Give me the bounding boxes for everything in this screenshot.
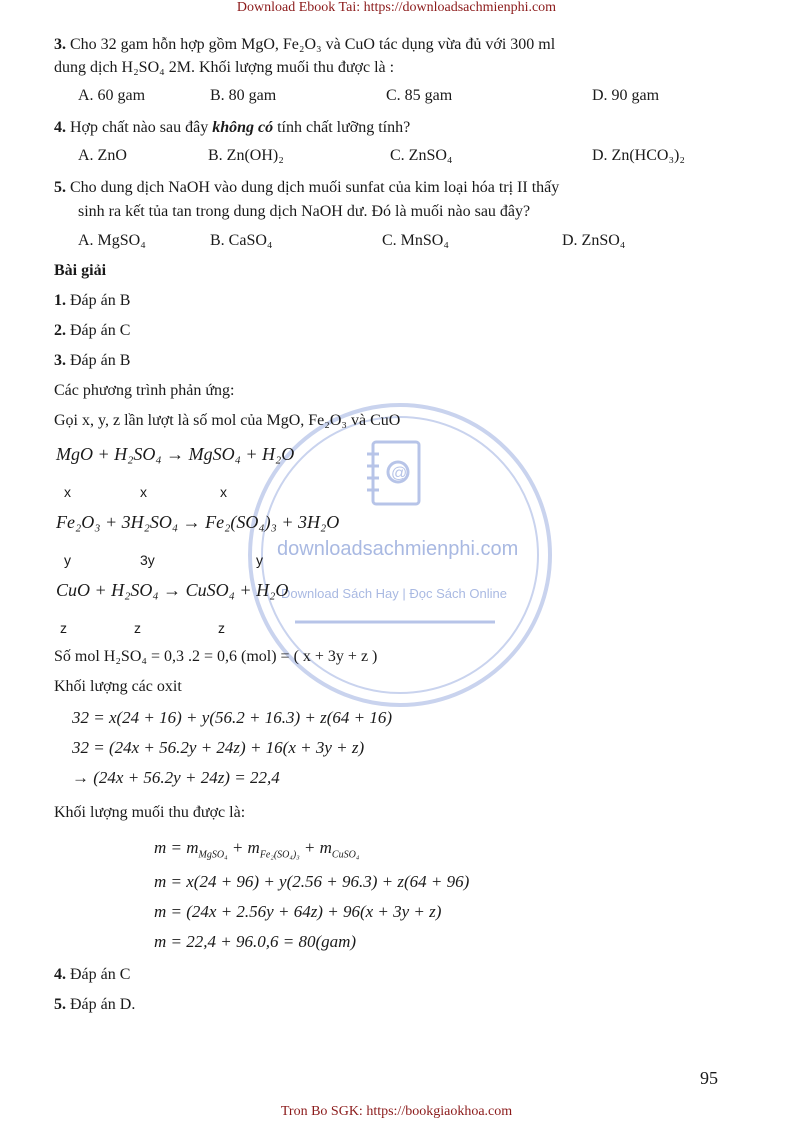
salt-equation-3: m = (24x + 2.56y + 64z) + 96(x + 3y + z): [154, 902, 442, 921]
answer-2: [54, 322, 130, 340]
q4-option-c: C. ZnSO₄: [390, 147, 453, 164]
eq3-coef-3: z: [218, 620, 225, 636]
oxide-equation-1: 32 = x(24 + 16) + y(56.2 + 16.3) + z(64 + 16): [72, 708, 393, 727]
question-emphasis: không có: [212, 119, 274, 136]
eq2-coef-3: y: [256, 552, 263, 568]
eq1-coef-2: x: [140, 484, 147, 500]
q3-option-d: D. 90 gam: [592, 87, 660, 104]
eq1-coef-1: x: [64, 484, 71, 500]
q5-option-a: A. MgSO₄: [78, 232, 146, 249]
answer-text: Đáp án C: [70, 322, 131, 339]
question-4: [54, 117, 410, 139]
salt-equation-1: [154, 838, 359, 860]
solution-heading: Bài giải: [54, 262, 107, 279]
question-text: Hợp chất nào sau đây: [70, 119, 209, 136]
q3-option-a: A. 60 gam: [78, 87, 146, 104]
question-text: tính chất lưỡng tính?: [277, 119, 411, 136]
eq1-coef-3: x: [220, 484, 227, 500]
answer-4: [54, 966, 130, 984]
question-number: 3.: [54, 36, 66, 53]
q3-option-c: C. 85 gam: [386, 87, 453, 104]
answer-text: Đáp án C: [70, 966, 131, 983]
salt-eq-sub: CuSO₄: [331, 849, 360, 861]
answer-number: 1.: [54, 292, 66, 309]
salt-eq-part: + m: [227, 838, 260, 857]
question-text: Cho 32 gam hỗn hợp gồm MgO, Fe₂O₃ và CuO tác dụng vừa đủ với 300 ml: [70, 36, 556, 53]
answer-text: Đáp án B: [70, 352, 131, 369]
reactions-label: Các phương trình phản ứng:: [54, 382, 235, 399]
watermark-tagline: Download Sách Hay | Đọc Sách Online: [281, 586, 507, 601]
answer-5: [54, 996, 135, 1014]
oxide-mass-label: Khối lượng các oxit: [54, 678, 182, 695]
watermark-site: downloadsachmienphi.com: [277, 538, 519, 560]
question-3-line-1: [54, 34, 555, 56]
salt-equation-2: m = x(24 + 96) + y(2.56 + 96.3) + z(64 + 96): [154, 872, 470, 891]
header-download-link[interactable]: Download Ebook Tai: https://downloadsachmienphi.com: [236, 0, 557, 15]
q3-option-b: B. 80 gam: [210, 87, 277, 104]
page-number: 95: [700, 1068, 718, 1088]
eq3-coef-2: z: [134, 620, 141, 636]
answer-1: [54, 292, 130, 310]
equation-3: CuO + H₂SO₄ → CuSO₄ + H₂O: [56, 580, 289, 600]
salt-eq-sub: MgSO₄: [198, 849, 228, 861]
equation-2: Fe₂O₃ + 3H₂SO₄ → Fe₂(SO₄)₃ + 3H₂O: [56, 512, 340, 532]
question-3-line-2: dung dịch H₂SO₄ 2M. Khối lượng muối thu được là :: [54, 59, 395, 76]
q5-option-d: D. ZnSO₄: [562, 232, 626, 249]
mol-line: Số mol H₂SO₄ = 0,3 .2 = 0,6 (mol) = ( x + 3y + z ): [54, 648, 378, 665]
oxide-equation-3: → (24x + 56.2y + 24z) = 22,4: [72, 768, 280, 787]
question-text: Cho dung dịch NaOH vào dung dịch muối sunfat của kim loại hóa trị II thấy: [70, 179, 560, 196]
answer-number: 5.: [54, 996, 66, 1013]
question-5-line-2: sinh ra kết tủa tan trong dung dịch NaOH dư. Đó là muối nào sau đây?: [78, 203, 531, 220]
answer-text: Đáp án B: [70, 292, 131, 309]
q4-option-a: A. ZnO: [78, 147, 127, 164]
answer-number: 4.: [54, 966, 66, 983]
salt-eq-part: m = m: [154, 838, 199, 857]
svg-text:@: @: [391, 465, 408, 482]
q5-option-c: C. MnSO₄: [382, 232, 449, 249]
eq2-coef-2: 3y: [140, 552, 155, 568]
salt-equation-4: m = 22,4 + 96.0,6 = 80(gam): [154, 932, 357, 951]
equation-1: MgO + H₂SO₄ → MgSO₄ + H₂O: [56, 444, 295, 464]
q4-option-b: B. Zn(OH)₂: [208, 147, 284, 164]
eq3-coef-1: z: [60, 620, 67, 636]
answer-number: 3.: [54, 352, 66, 369]
q5-option-b: B. CaSO₄: [210, 232, 273, 249]
answer-3: [54, 352, 130, 370]
variables-line: Gọi x, y, z lần lượt là số mol của MgO, Fe₂O₃ và CuO: [54, 412, 401, 429]
question-number: 4.: [54, 119, 66, 136]
salt-eq-sub: Fe₂(SO₄)₃: [259, 849, 300, 861]
footer-sgk-link[interactable]: Tron Bo SGK: https://bookgiaokhoa.com: [280, 1104, 513, 1119]
q4-option-d: D. Zn(HCO₃)₂: [592, 147, 685, 164]
question-number: 5.: [54, 179, 66, 196]
eq2-coef-1: y: [64, 552, 71, 568]
salt-eq-part: + m: [299, 838, 332, 857]
salt-mass-label: Khối lượng muối thu được là:: [54, 804, 246, 821]
answer-number: 2.: [54, 322, 66, 339]
answer-text: Đáp án D.: [70, 996, 136, 1013]
oxide-equation-2: 32 = (24x + 56.2y + 24z) + 16(x + 3y + z): [72, 738, 365, 757]
question-5-line-1: [54, 177, 559, 199]
